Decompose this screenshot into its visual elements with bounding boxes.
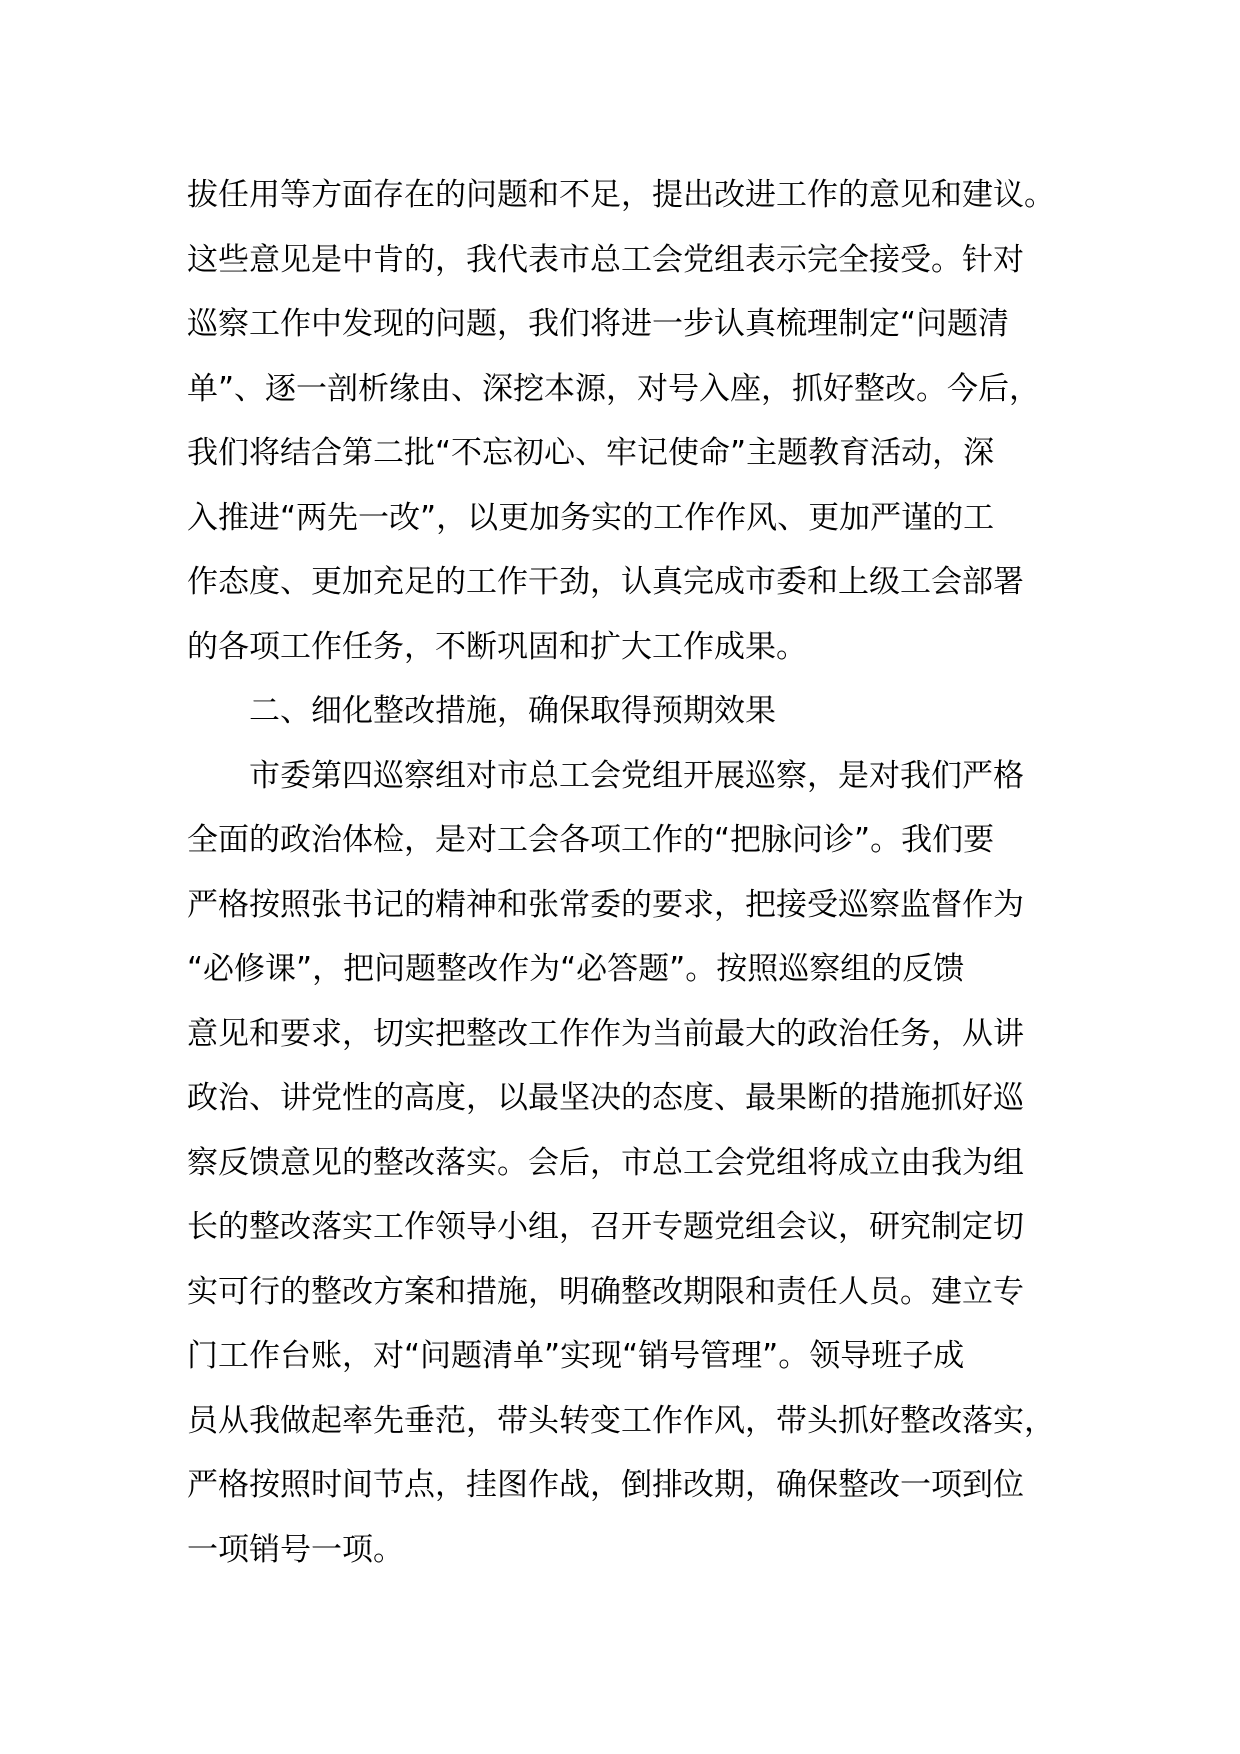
text-line: 政治、讲党性的高度，以最坚决的态度、最果断的措施抓好巡 [187, 1080, 1024, 1116]
paragraph-first-line: 二、细化整改措施，确保取得预期效果 [249, 693, 776, 729]
text-line: 长的整改落实工作领导小组，召开专题党组会议，研究制定切 [187, 1209, 1024, 1245]
text-line: “必修课”，把问题整改作为“必答题”。按照巡察组的反馈 [187, 951, 965, 987]
text-line: 单”、逐一剖析缘由、深挖本源，对号入座，抓好整改。今后， [187, 370, 1041, 407]
text-line: 意见和要求，切实把整改工作作为当前最大的政治任务，从讲 [187, 1015, 1024, 1052]
text-line: 察反馈意见的整改落实。会后，市总工会党组将成立由我为组 [187, 1144, 1024, 1181]
text-line: 员从我做起率先垂范，带头转变工作作风，带头抓好整改落实， [187, 1402, 1055, 1439]
text-line: 入推进“两先一改”，以更加务实的工作作风、更加严谨的工 [187, 499, 995, 536]
text-line: 严格按照时间节点，挂图作战，倒排改期，确保整改一项到位 [187, 1467, 1024, 1503]
text-line: 门工作台账，对“问题清单”实现“销号管理”。领导班子成 [187, 1338, 965, 1374]
text-line: 全面的政治体检，是对工会各项工作的“把脉问诊”。我们要 [187, 822, 995, 858]
text-line: 一项销号一项。 [187, 1531, 404, 1568]
text-line: 实可行的整改方案和措施，明确整改期限和责任人员。建立专 [187, 1273, 1024, 1310]
document-body [187, 163, 1087, 1582]
text-line: 拔任用等方面存在的问题和不足，提出改进工作的意见和建议。 [187, 177, 1055, 213]
text-line: 的各项工作任务，不断巩固和扩大工作成果。 [187, 628, 807, 665]
text-line: 作态度、更加充足的工作干劲，认真完成市委和上级工会部署 [187, 564, 1024, 600]
text-line: 严格按照张书记的精神和张常委的要求，把接受巡察监督作为 [187, 886, 1024, 923]
paragraph-first-line: 市委第四巡察组对市总工会党组开展巡察，是对我们严格 [249, 757, 1024, 794]
text-line: 我们将结合第二批“不忘初心、牢记使命”主题教育活动，深 [187, 435, 995, 471]
text-line: 这些意见是中肯的，我代表市总工会党组表示完全接受。针对 [187, 241, 1024, 278]
text-line: 巡察工作中发现的问题，我们将进一步认真梳理制定“问题清 [187, 306, 1010, 342]
